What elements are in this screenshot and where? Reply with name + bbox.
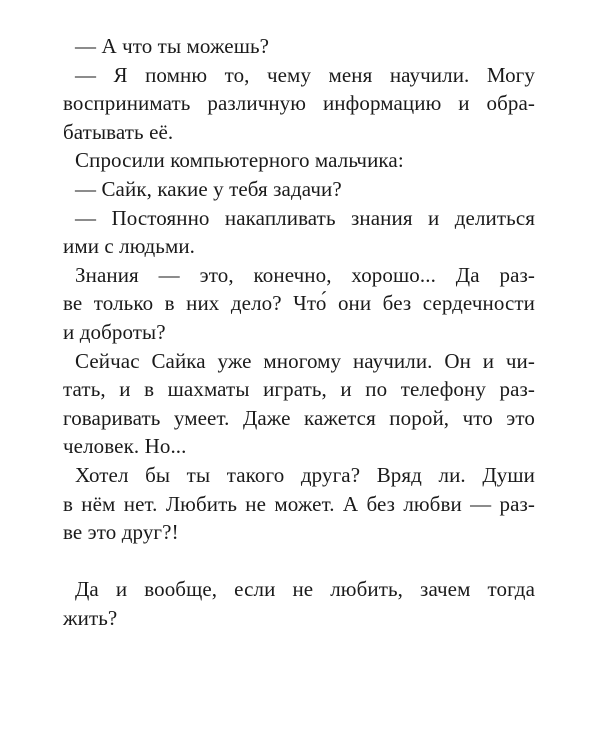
paragraph xyxy=(63,204,535,261)
text-line: Да и вообще, если не любить, зачем тогда xyxy=(75,577,535,602)
text-line: ве только в них дело? Что́ они без сердечности xyxy=(63,291,535,316)
text-line: — Я помню то, чему меня научили. Могу xyxy=(75,62,535,87)
text-line: человек. Но... xyxy=(63,434,187,459)
blank-line xyxy=(63,547,535,576)
paragraph xyxy=(63,146,535,175)
text-line: говаривать умеет. Даже кажется порой, что это xyxy=(63,405,535,430)
paragraph xyxy=(63,261,535,347)
text-line: ими с людьми. xyxy=(63,234,196,259)
text-line: — Постоянно накапливать знания и делиться xyxy=(75,205,535,230)
paragraph xyxy=(63,61,535,147)
text-line: ве это друг?! xyxy=(63,520,179,545)
text-block xyxy=(63,32,535,632)
paragraph xyxy=(63,32,535,61)
paragraph xyxy=(63,347,535,461)
text-line: — А что ты можешь? xyxy=(75,34,270,58)
text-line: в нём нет. Любить не может. А без любви — раз- xyxy=(63,491,535,516)
text-line: Хотел бы ты такого друга? Вряд ли. Души xyxy=(75,462,535,487)
text-line: батывать её. xyxy=(63,119,174,144)
text-line: тать, и в шахматы играть, и по телефону раз- xyxy=(63,377,535,402)
text-line: Спросили компьютерного мальчика: xyxy=(75,148,404,173)
paragraph xyxy=(63,461,535,547)
text-line: жить? xyxy=(63,605,118,630)
text-line: Знания — это, конечно, хорошо... Да раз- xyxy=(75,262,535,287)
text-line: Сейчас Сайка уже многому научили. Он и чи- xyxy=(75,348,535,373)
paragraph xyxy=(63,575,535,632)
text-line: воспринимать различную информацию и обра- xyxy=(63,91,535,116)
text-line: — Сайк, какие у тебя задачи? xyxy=(75,176,342,201)
paragraph xyxy=(63,175,535,204)
text-line: и доброты? xyxy=(63,319,166,344)
